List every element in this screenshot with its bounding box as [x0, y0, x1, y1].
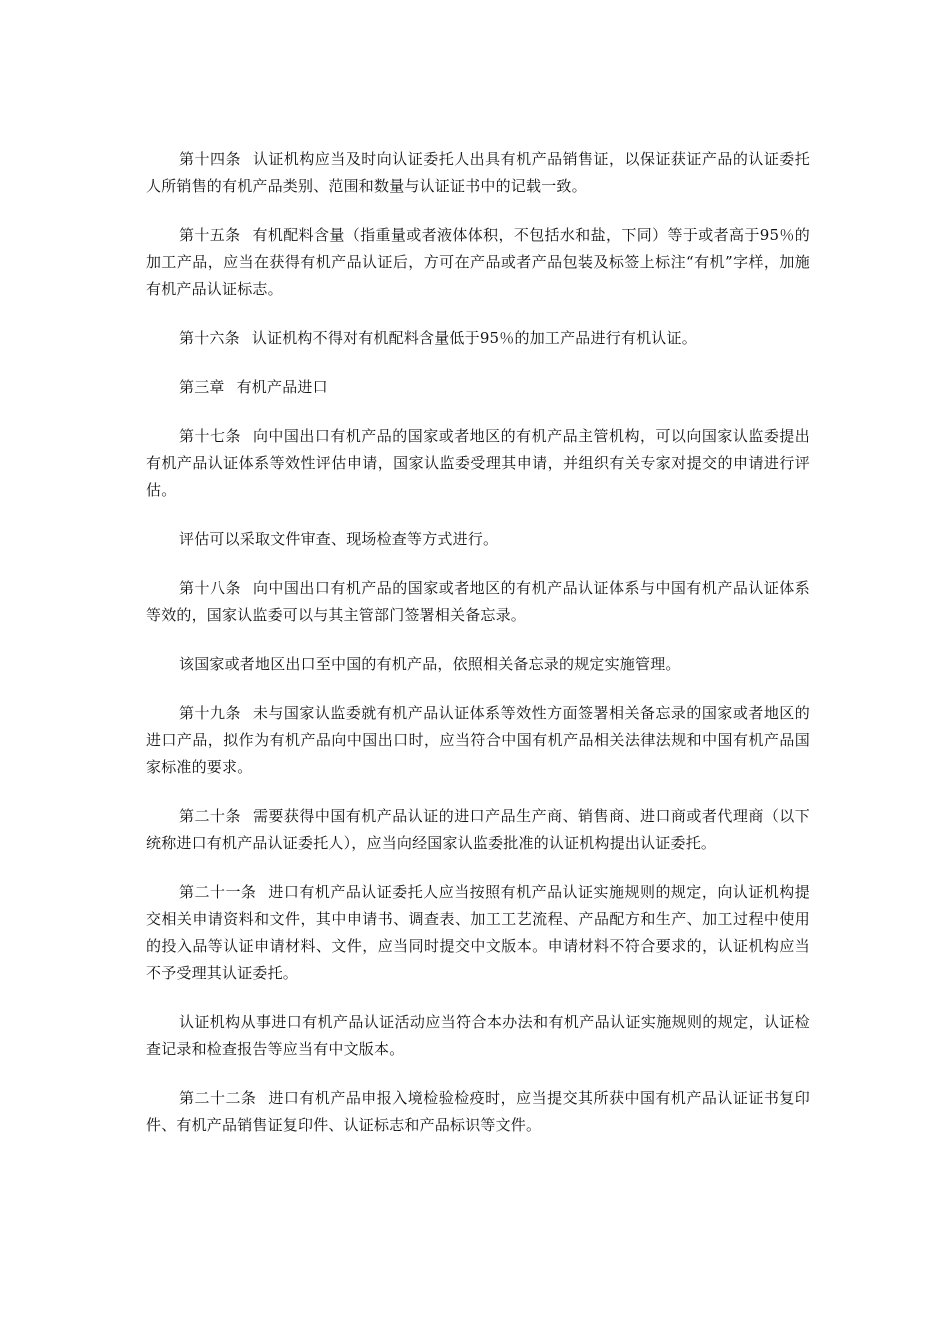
article-text: 认证机构从事进口有机产品认证活动应当符合本办法和有机产品认证实施规则的规定，认证检查记录和检查报告等应当有中文版本。 [146, 1013, 810, 1058]
paragraph-article-21-clause-2 [146, 1009, 810, 1063]
paragraph-article-17 [146, 423, 810, 504]
article-text: 未与国家认监委就有机产品认证体系等效性方面签署相关备忘录的国家或者地区的进口产品，拟作为有机产品向中国出口时，应当符合中国有机产品相关法律法规和中国有机产品国家标准的要求。 [146, 704, 810, 776]
article-text: 向中国出口有机产品的国家或者地区的有机产品主管机构，可以向国家认监委提出有机产品认证体系等效性评估申请，国家认监委受理其申请，并组织有关专家对提交的申请进行评估。 [146, 427, 810, 499]
article-number: 第十八条 [179, 579, 241, 597]
article-number: 第二十二条 [179, 1089, 257, 1107]
article-text: 认证机构不得对有机配料含量低于95％的加工产品进行有机认证。 [251, 329, 697, 347]
paragraph-article-20 [146, 803, 810, 857]
chapter-heading [146, 374, 810, 401]
paragraph-article-16 [146, 325, 810, 352]
article-text: 进口有机产品认证委托人应当按照有机产品认证实施规则的规定，向认证机构提交相关申请资料和文件，其中申请书、调查表、加工工艺流程、产品配方和生产、加工过程中使用的投入品等认证申请材料、文件，应当同时提交中文版本。申请材料不符合要求的，认证机构应当不予受理其认证委托。 [146, 883, 810, 982]
paragraph-article-21 [146, 879, 810, 987]
article-text: 评估可以采取文件审查、现场检查等方式进行。 [179, 530, 499, 548]
article-number: 第二十条 [179, 807, 241, 825]
article-number: 第十四条 [179, 150, 241, 168]
article-number: 第二十一条 [179, 883, 257, 901]
article-text: 有机配料含量（指重量或者液体体积，不包括水和盐，下同）等于或者高于95％的加工产品，应当在获得有机产品认证后，方可在产品或者产品包装及标签上标注“有机”字样，加施有机产品认证标志。 [146, 226, 810, 298]
paragraph-article-14 [146, 146, 810, 200]
article-number: 第十五条 [179, 226, 241, 244]
article-text: 该国家或者地区出口至中国的有机产品，依照相关备忘录的规定实施管理。 [179, 655, 681, 673]
article-text: 认证机构应当及时向认证委托人出具有机产品销售证，以保证获证产品的认证委托人所销售的有机产品类别、范围和数量与认证证书中的记载一致。 [146, 150, 810, 195]
paragraph-article-17-clause-2 [146, 526, 810, 553]
article-number: 第十九条 [179, 704, 241, 722]
paragraph-article-15 [146, 222, 810, 303]
article-number: 第十六条 [179, 329, 240, 347]
article-text: 需要获得中国有机产品认证的进口产品生产商、销售商、进口商或者代理商（以下统称进口有机产品认证委托人），应当向经国家认监委批准的认证机构提出认证委托。 [146, 807, 810, 852]
document-body [146, 146, 810, 1161]
chapter-title: 有机产品进口 [236, 378, 328, 396]
paragraph-article-18 [146, 575, 810, 629]
chapter-number: 第三章 [179, 378, 225, 396]
article-number: 第十七条 [179, 427, 241, 445]
paragraph-article-18-clause-2 [146, 651, 810, 678]
article-text: 向中国出口有机产品的国家或者地区的有机产品认证体系与中国有机产品认证体系等效的，国家认监委可以与其主管部门签署相关备忘录。 [146, 579, 810, 624]
article-text: 进口有机产品申报入境检验检疫时，应当提交其所获中国有机产品认证证书复印件、有机产品销售证复印件、认证标志和产品标识等文件。 [146, 1089, 810, 1134]
paragraph-article-22 [146, 1085, 810, 1139]
paragraph-article-19 [146, 700, 810, 781]
